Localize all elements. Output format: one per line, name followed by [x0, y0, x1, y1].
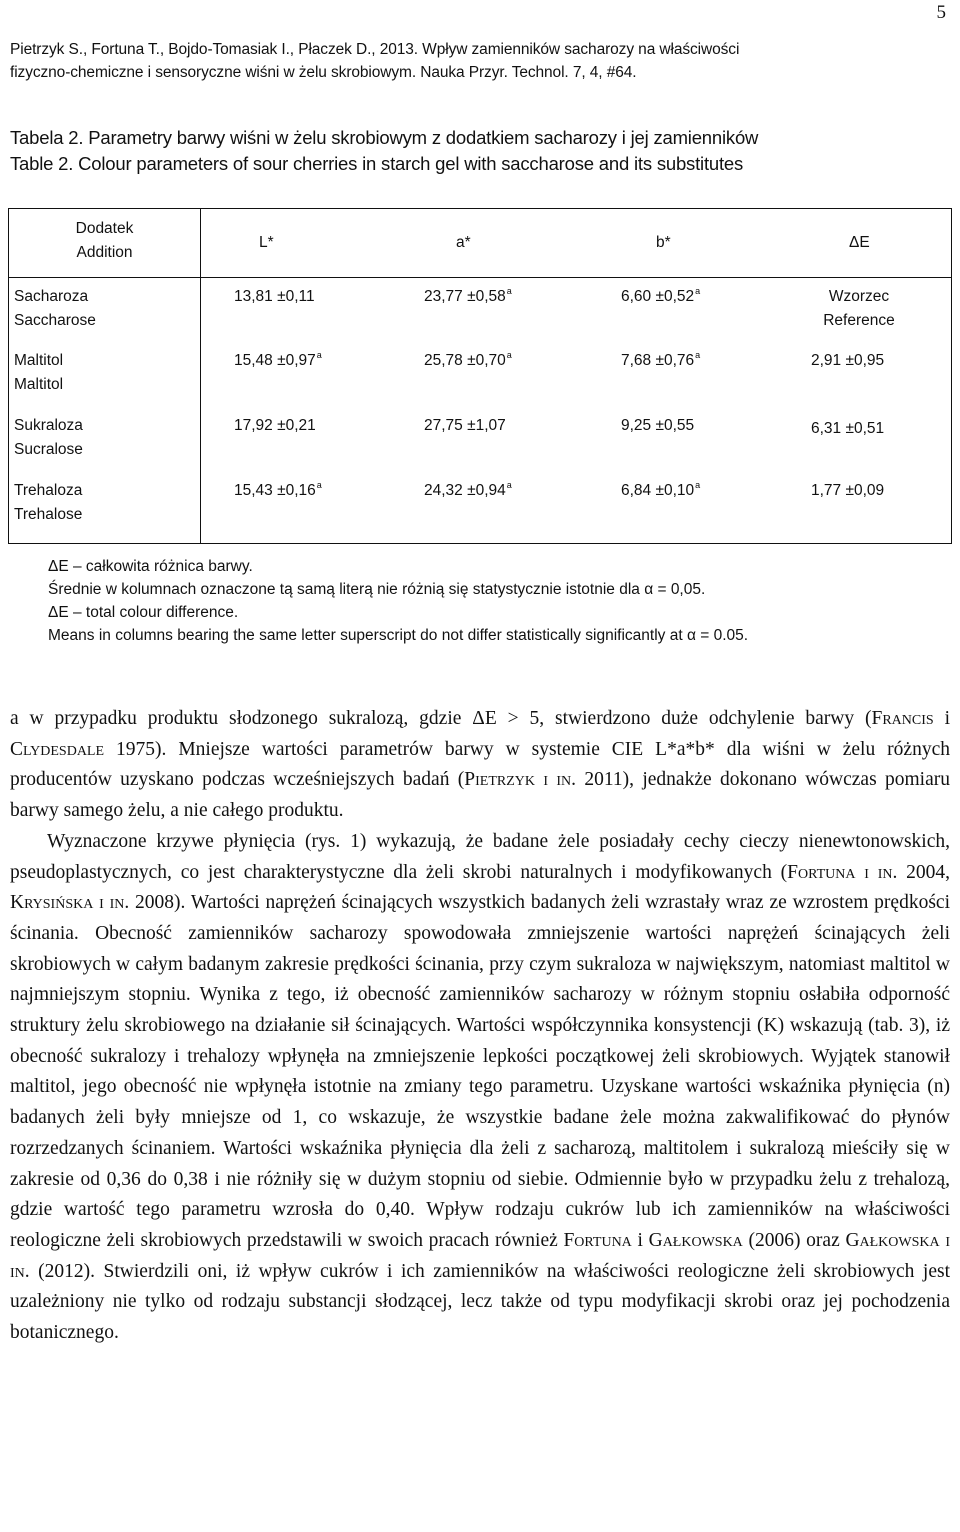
row-name-pl: Sukraloza [14, 417, 83, 434]
row-name-trehalose [14, 479, 82, 527]
cell-delta-e: 1,77 ±0,09 [811, 482, 885, 499]
author-name: i in [543, 769, 572, 791]
header-a: a* [456, 234, 471, 251]
cell-b: 7,68 ±0,76$^a$ [621, 350, 701, 369]
author-name: Gałkowska [845, 1229, 940, 1251]
cell-a: 24,32 ±0,94$^a$ [424, 480, 512, 499]
table-caption [10, 125, 950, 177]
table-footnotes [48, 555, 948, 647]
author-name: Clydesdale [10, 738, 105, 760]
author-name: i in [99, 892, 125, 914]
row-name-en: Maltitol [14, 376, 64, 393]
cell-delta-e: 2,91 ±0,95 [811, 352, 885, 369]
footnote-pl-1: ΔE – całkowita różnica barwy. [48, 558, 253, 575]
citation-line-2: fizyczno-chemiczne i sensoryczne wiśni w żelu skrobiowym. Nauka Przyr. Technol. 7, 4, #64. [10, 64, 637, 81]
row-name-en: Sucralose [14, 441, 83, 458]
row-name-pl: Sacharoza [14, 288, 89, 305]
cell-a: 27,75 ±1,07 [424, 417, 506, 434]
citation-line-1: Pietrzyk S., Fortuna T., Bojdo-Tomasiak I., Płaczek D., 2013. Wpływ zamienników sacharozy na właściwości [10, 41, 740, 58]
cell-a: 25,78 ±0,70$^a$ [424, 350, 512, 369]
cell-l: 13,81 ±0,11 [234, 288, 315, 305]
author-name: Francis [871, 708, 934, 729]
table-caption-en: Table 2. Colour parameters of sour cherries in starch gel with saccharose and its substitutes [10, 153, 744, 174]
row-name-en: Trehalose [14, 506, 83, 523]
cell-l: 15,48 ±0,97$^a$ [234, 350, 322, 369]
colour-parameters-table [8, 208, 952, 544]
author-name: Fortuna [563, 1229, 632, 1251]
cell-delta-e: 6,31 ±0,51 [811, 420, 885, 437]
page-number: 5 [936, 2, 946, 23]
footnote-pl-2: Średnie w kolumnach oznaczone tą samą literą nie różnią się statystycznie istotnie dla α = 0,05. [48, 581, 706, 598]
author-name: i in [10, 1229, 950, 1282]
row-name-maltitol [14, 349, 63, 397]
table-caption-pl: Tabela 2. Parametry barwy wiśni w żelu skrobiowym z dodatkiem sacharozy i jej zamienników [10, 127, 759, 148]
footnote-en-1: ΔE – total colour difference. [48, 604, 239, 621]
body-paragraph-1: a w przypadku produktu słodzonego sukralozą, gdzie ΔE > 5, stwierdzono duże odchylenie barwy (Francis i Clydesdale 1975). Mniejsze wartości parametrów barwy w systemie CIE L*a*b* dla wiśni w żelu różnych producentów uzyskano podczas wcześniejszych badań (Pietrzyk i in. 2011), jednakże dokonano wówczas pomiaru barwy samego żelu, a nie całego produktu. [10, 708, 950, 822]
header-addition-en: Addition [76, 244, 133, 261]
author-name: i in [864, 861, 893, 883]
cell-l: 15,43 ±0,16$^a$ [234, 480, 322, 499]
cell-delta-e-reference: Wzorzec Reference [823, 288, 895, 329]
cell-l: 17,92 ±0,21 [234, 417, 316, 434]
body-text [10, 704, 950, 1349]
author-name: Krysińska [10, 892, 94, 914]
cell-b: 6,84 ±0,10$^a$ [621, 480, 701, 499]
cell-a: 23,77 ±0,58$^a$ [424, 286, 512, 305]
citation [10, 38, 940, 84]
header-addition [9, 217, 200, 265]
body-paragraph-2: Wyznaczone krzywe płynięcia (rys. 1) wykazują, że badane żele posiadały cechy cieczy nienewtonowskich, pseudoplastycznych, co jest charakterystyczne dla żeli skrobi naturalnych i modyfikowanych (Fortuna i in. 2004, Krysińska i in. 2008). Wartości naprężeń ścinających wszystkich badanych żeli wzrastały wraz ze wzrostem prędkości ścinania. Obecność zamienników sacharozy spowodowała zmniejszenie wartości naprężeń ścinających żeli skrobiowych w całym badanym zakresie prędkości ścinania, przy czym sukraloza w największym, natomiast maltitol w najmniejszym stopniu. Wynika z tego, iż obecność zamienników sacharozy w różnym stopniu osłabiła odporność struktury żelu skrobiowego na działanie sił ścinających. Wartości współczynnika konsystencji (K) wskazują (tab. 3), iż obecność sukralozy i trehalozy wpłynęła na zmniejszenie lepkości początkowej żeli skrobiowych. Wyjątek stanowił maltitol, jego obecność nie wpłynęła istotnie na zmiany tego parametru. Uzyskane wartości wskaźnika płynięcia (n) badanych żeli były mniejsze od 1, co wskazuje, że wszystkie badane żele można zakwalifikować do płynów rozrzedzanych ścinaniem. Wartości wskaźnika płynięcia dla żeli z sacharozą, maltitolem i sukralozą mieściły się w zakresie od 0,36 do 0,38 i nie różniły się w dużym stopniu od siebie. Odmiennie było w przypadku żelu z trehalozą, gdzie wartość tego parametru wzrosła do 0,40. Wpływ rodzaju cukrów lub ich zamienników na właściwości reologiczne żeli skrobiowych przedstawili w swoich pracach również Fortuna i Gałkowska (2006) oraz Gałkowska i in. (2012). Stwierdzili oni, iż wpływ cukrów i ich zamienników na właściwości reologiczne żeli skrobiowych jest uzależniony nie tylko od rodzaju substancji słodzącej, lecz także od typu modyfikacji skrobi oraz jej pochodzenia botanicznego. [10, 830, 951, 1344]
table-column-divider [200, 209, 201, 543]
row-name-saccharose [14, 285, 96, 333]
author-name: Gałkowska [648, 1229, 743, 1251]
cell-b: 6,60 ±0,52$^a$ [621, 286, 701, 305]
header-addition-pl: Dodatek [75, 220, 134, 237]
row-name-en: Saccharose [14, 312, 96, 329]
header-l: L* [259, 234, 274, 251]
author-name: Fortuna [787, 861, 856, 883]
cell-b: 9,25 ±0,55 [621, 417, 695, 434]
author-name: Pietrzyk [464, 769, 536, 791]
table-header-divider [9, 277, 951, 278]
row-name-sucralose [14, 414, 83, 462]
row-name-pl: Maltitol [14, 352, 64, 369]
header-delta-e: ΔE [849, 234, 870, 251]
header-b: b* [656, 234, 671, 251]
row-name-pl: Trehaloza [14, 482, 83, 499]
footnote-en-2: Means in columns bearing the same letter superscript do not differ statistically significantly at α = 0.05. [48, 627, 749, 644]
